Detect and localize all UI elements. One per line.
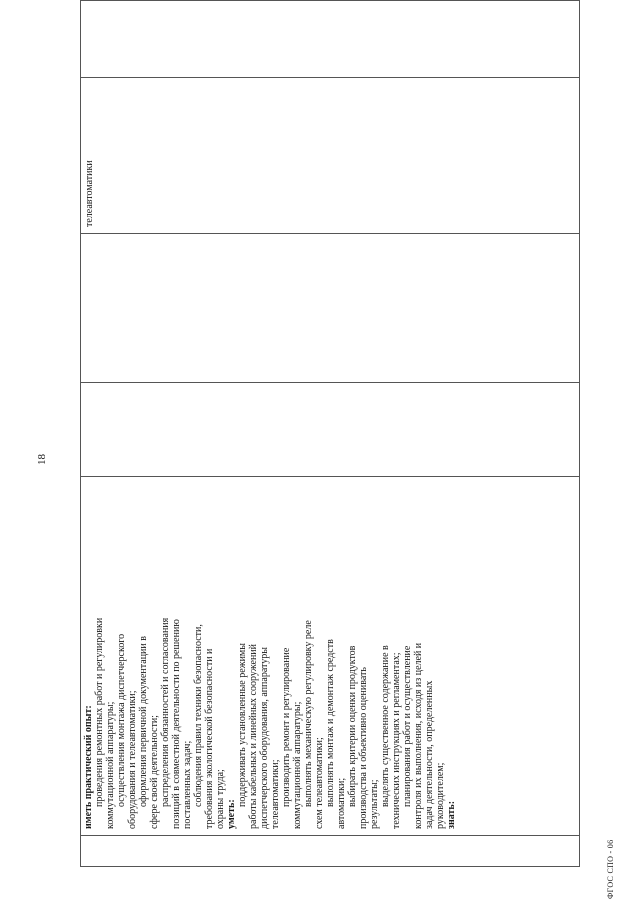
text-line: производить ремонт и регулирование [281,647,292,807]
curriculum-table [80,0,580,867]
text-line: осуществления монтажа диспетчерского [116,633,127,807]
text-line: оборудования и телеавтоматики; [127,690,138,829]
text-line: выделять существенное содержание в [380,645,391,807]
text-line: работы кабельных и линейных сооружений [248,644,259,829]
text-line: выбирать критерии оценки продуктов [347,645,358,807]
text-line: уметь: [226,799,237,829]
text-line: охраны труда; [215,769,226,829]
text-line: коммутационной аппаратуры; [292,701,303,829]
text-line: диспетчерского оборудования, аппаратуры [259,647,270,829]
text-line: выполнять монтаж и демонтаж средств [325,639,336,807]
table-cell-hours-required [81,234,580,383]
text-line: знать: [446,800,457,829]
text-line: иметь практический опыт: [83,705,94,829]
page-number: 18 [36,454,48,465]
text-line: результаты; [369,779,380,829]
text-line: коммутационной аппаратуры; [105,701,116,829]
discipline-text [84,82,95,227]
table-cell-competency-codes [81,1,580,78]
text-line: требования экологической безопасности и [204,648,215,829]
text-line: планирования работ и осуществление [402,645,413,807]
text-line: сфере своей деятельности; [149,715,160,829]
text-line: позиций в совместной деятельности по решению [171,619,182,829]
text-line: проведения ремонтных работ и регулировки [94,617,105,807]
text-line: автоматики; [336,777,347,829]
text-line: распределения обязанностей и согласования [160,617,171,807]
text-line: задач деятельности, определенных [424,680,435,829]
text-line: телеавтоматики [84,160,95,227]
table-cell-hours-max [81,383,580,477]
text-line: выполнять механическую регулировку реле [303,620,314,807]
text-line: производства и объективно оценивать [358,667,369,829]
text-line: соблюдения правил техники безопасности, [193,624,204,807]
text-line: схем телеавтоматики; [314,737,325,829]
text-line: технических инструкциях и регламентах; [391,652,402,829]
text-line: руководителем; [435,762,446,829]
competencies-text [83,481,457,829]
table-cell-competencies [81,477,580,836]
text-line: поддерживать установленные режимы [237,643,248,807]
text-line: поставленных задач; [182,740,193,829]
table-cell-index [81,836,580,867]
text-line: контроля их выполнения, исходя из целей и [413,642,424,829]
text-line: оформления первичной документации в [138,636,149,807]
footer-label: ФГОС СПО - 06 [606,839,615,899]
table-row [81,1,580,867]
table-cell-discipline [81,78,580,234]
text-line: телеавтоматики; [270,759,281,829]
